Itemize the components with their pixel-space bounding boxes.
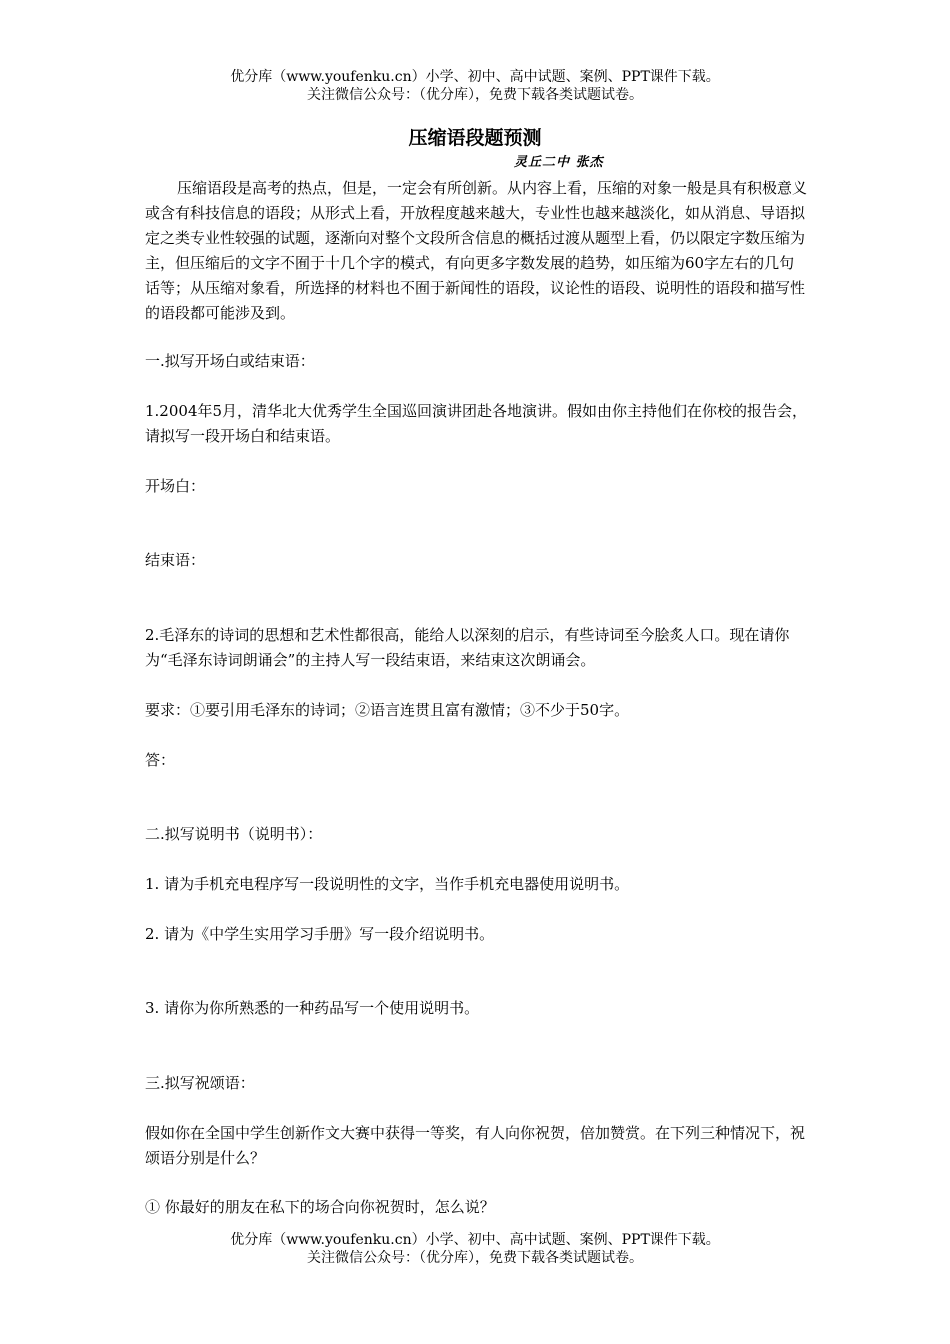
closing-label: 结束语： bbox=[145, 551, 206, 569]
section1-question-1: 1.2004年5月，清华北大优秀学生全国巡回演讲团赴各地演讲。假如由你主持他们在你校的报告会，请拟写一段开场白和结束语。 bbox=[145, 402, 808, 445]
section2-question-1: 1. 请为手机充电程序写一段说明性的文字，当作手机充电器使用说明书。 bbox=[145, 875, 630, 893]
section3-item-1: ① 你最好的朋友在私下的场合向你祝贺时，怎么说？ bbox=[145, 1198, 495, 1216]
section2-heading: 二.拟写说明书（说明书）： bbox=[145, 825, 323, 843]
intro-text: 压缩语段是高考的热点，但是，一定会有所创新。从内容上看，压缩的对象一般是具有积极意义或含有科技信息的语段；从形式上看，开放程度越来越大，专业性也越来越淡化，如从消息、导语拟定之类专业性较强的试题，逐渐向对整个文段所含信息的概括过渡从题型上看，仍以限定字数压缩为主，但压缩后的文字不囿于十几个字的模式，有向更多字数发展的趋势，如压缩为60字左右的几句话等；从压缩对象看，所选择的材料也不囿于新闻性的语段，议论性的语段、说明性的语段和描写性的语段都可能涉及到。 bbox=[145, 179, 808, 322]
section3-heading: 三.拟写祝颂语： bbox=[145, 1074, 255, 1092]
section1-question-2: 2.毛泽东的诗词的思想和艺术性都很高，能给人以深刻的启示，有些诗词至今脍炙人口。现在请你为“毛泽东诗词朗诵会”的主持人写一段结束语，来结束这次朗诵会。 bbox=[145, 626, 790, 669]
section1-heading: 一.拟写开场白或结束语： bbox=[145, 352, 315, 370]
section2-question-2: 2. 请为《中学生实用学习手册》写一段介绍说明书。 bbox=[145, 925, 495, 943]
opening-label: 开场白： bbox=[145, 477, 206, 495]
section3-prompt: 假如你在全国中学生创新作文大赛中获得一等奖，有人向你祝贺，倍加赞赏。在下列三种情况下，祝颂语分别是什么？ bbox=[145, 1124, 806, 1167]
answer-label: 答： bbox=[145, 751, 176, 769]
intro-paragraph bbox=[145, 176, 809, 326]
header-line-2: 关注微信公众号：（优分库），免费下载各类试题试卷。 bbox=[307, 87, 643, 103]
author-line: 灵丘二中 张杰 bbox=[514, 155, 604, 170]
requirement-text: 要求：①要引用毛泽东的诗词；②语言连贯且富有激情；③不少于50字。 bbox=[145, 701, 630, 719]
footer-line-1: 优分库（www.youfenku.cn）小学、初中、高中试题、案例、PPT课件下载。 bbox=[230, 1232, 720, 1248]
footer-line-2: 关注微信公众号：（优分库），免费下载各类试题试卷。 bbox=[307, 1250, 643, 1266]
page-footer bbox=[0, 1231, 950, 1267]
page-header bbox=[0, 68, 950, 104]
document-title: 压缩语段题预测 bbox=[408, 127, 542, 149]
header-line-1: 优分库（www.youfenku.cn）小学、初中、高中试题、案例、PPT课件下载。 bbox=[230, 69, 720, 85]
section2-question-3: 3. 请你为你所熟悉的一种药品写一个使用说明书。 bbox=[145, 999, 480, 1017]
